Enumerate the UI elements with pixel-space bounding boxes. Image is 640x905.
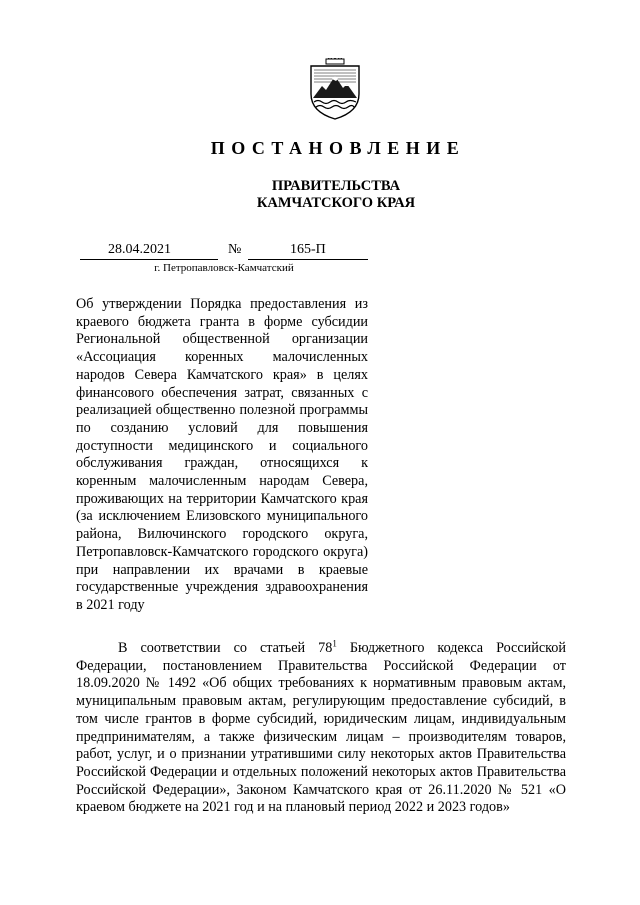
date-underline [80,259,218,260]
document-date: 28.04.2021 [108,242,171,257]
document-city: г. Петропавловск-Камчатский [154,262,294,274]
number-underline [248,259,368,260]
body-text-part-2: Бюджетного кодекса Российской Федерации, постановлением Правительства Российской Федерации от 18.09.2020 № 1492 «Об общих требованиях к нормативным правовым актам, муниципальным правовым актам, регулирующим предоставление субсидий, в том числе грантов в форме субсидий, юридическим лицам, индивидуальным предпринимателям, а также физическим лицам – производителям товаров, работ, услуг, и о признании утратившими силу некоторых актов Правительства Российской Федерации и отдельных положений некоторых актов Правительства Российской Федерации», Законом Камчатского края от 26.11.2020 № 521 «О краевом бюджете на 2021 год и на плановый период 2022 и 2023 годов» [76,640,566,816]
authority-line-2: КАМЧАТСКОГО КРАЯ [256,195,416,211]
date-number-block [80,241,368,261]
body-text-part-1: В соответствии со статьей 78 [118,640,333,656]
issuing-authority [0,178,640,212]
number-sign: № [228,242,242,257]
document-body-paragraph [76,640,566,817]
document-subject: Об утверждении Порядка предоставления из краевого бюджета гранта в форме субсидии Региональной общественной организации «Ассоциация коренных малочисленных народов Севера Камчатского края» в целях финансового обеспечения затрат, связанных с реализацией общественно полезной программы по созданию условий для повышения доступности медицинского и социального обслуживания граждан, относящихся к коренным малочисленным народам Севера, проживающих на территории Камчатского края (за исключением Елизовского муниципального района, Вилючинского городского округа, Петропавловск-Камчатского городского округа) при направлении их врачами в краевые государственные учреждения здравоохранения в 2021 году [76,296,368,613]
article-superscript: 1 [332,638,337,649]
coat-of-arms-icon [306,58,364,120]
document-title: ПОСТАНОВЛЕНИЕ [210,138,466,158]
authority-line-1: ПРАВИТЕЛЬСТВА [271,178,401,194]
document-number: 165-П [290,242,326,257]
